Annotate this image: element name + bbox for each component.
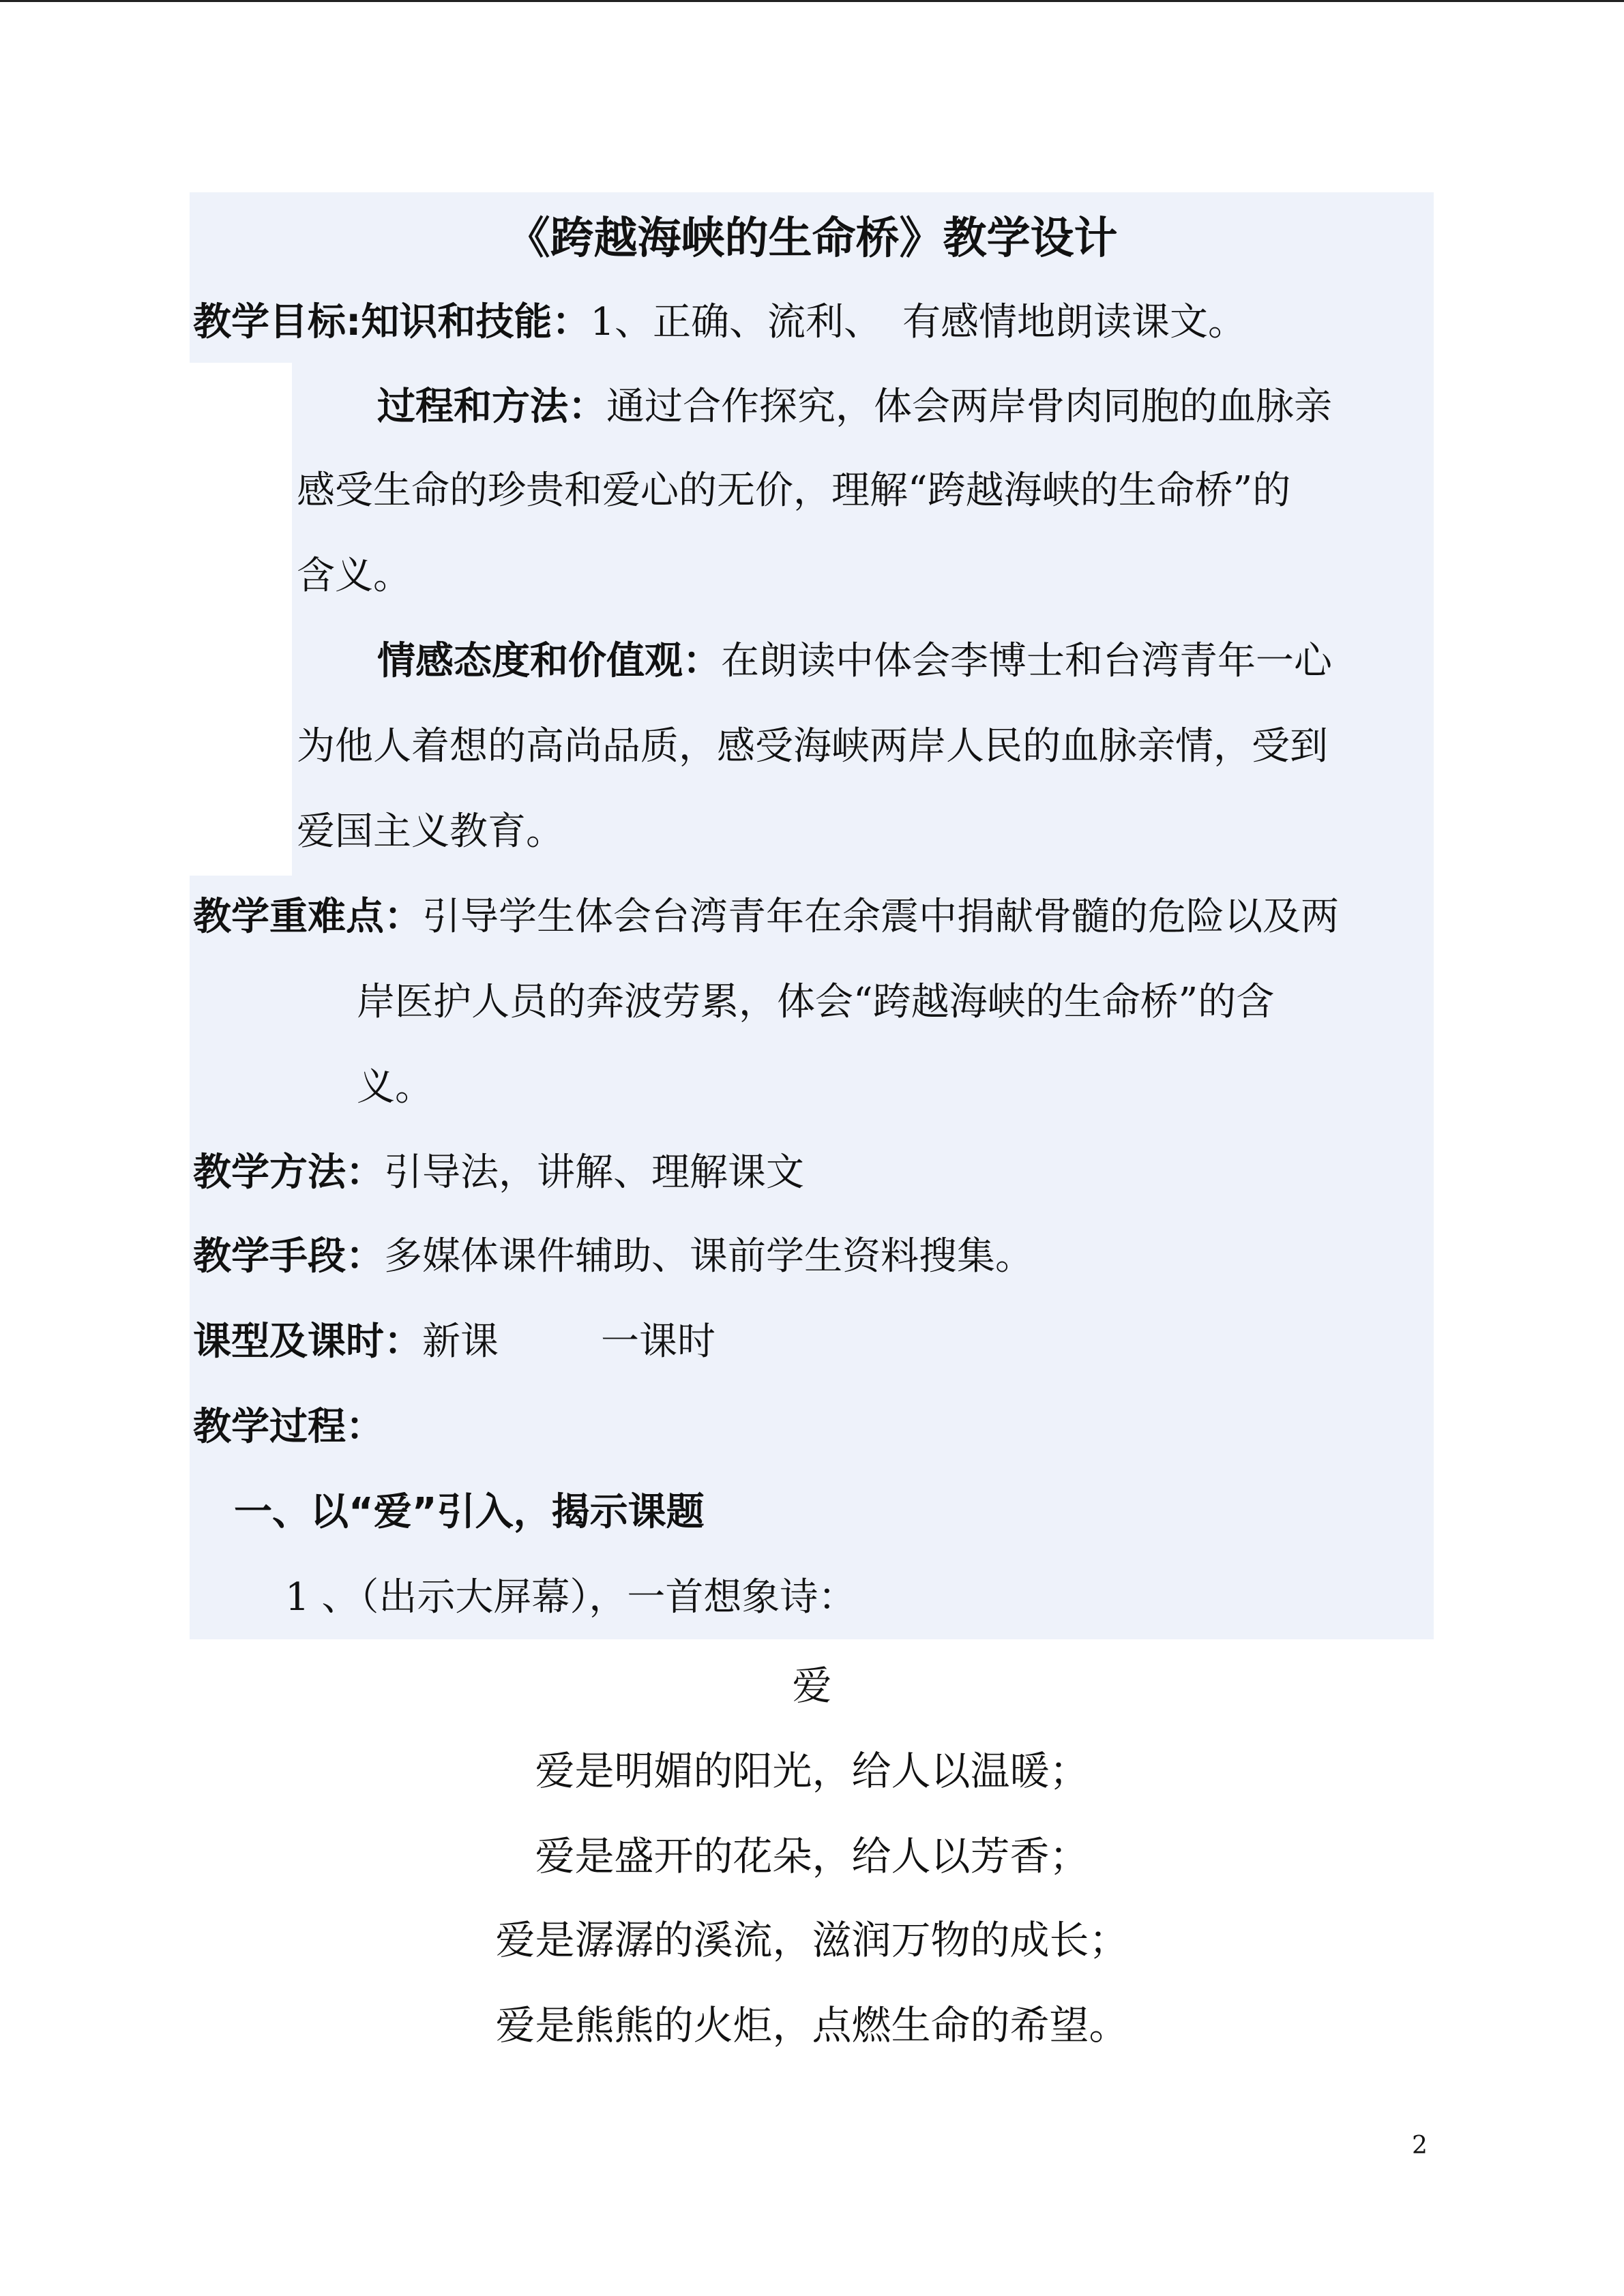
emotion-line-2: 为他人着想的高尚品质，感受海峡两岸人民的血脉亲情，受到 <box>297 724 1328 769</box>
key-points-line-3: 义。 <box>357 1065 433 1109</box>
method-line <box>193 1149 804 1197</box>
lesson-type-value: 新课 <box>422 1320 499 1364</box>
highlight-block-goals <box>292 363 1434 876</box>
process-line-3: 含义。 <box>297 554 411 598</box>
emotion-label: 情感态度和价值观： <box>377 639 721 683</box>
goals-line-1 <box>193 299 1246 346</box>
method-label: 教学方法： <box>193 1150 384 1195</box>
process-heading: 教学过程： <box>193 1405 384 1449</box>
emotion-line-3: 爱国主义教育。 <box>297 809 564 854</box>
document-title: 《跨越海峡的生命桥》教学设计 <box>506 213 1118 264</box>
knowledge-text-b: 有感情地朗读课文。 <box>902 300 1247 344</box>
page-number: 2 <box>1412 2132 1428 2160</box>
method-text: 引导法，讲解、理解课文 <box>384 1150 804 1195</box>
key-points-text-1: 引导学生体会台湾青年在余震中捐献骨髓的危险以及两 <box>422 895 1339 939</box>
lesson-type-line <box>193 1318 715 1366</box>
knowledge-text-a: 1、正确、流利、 <box>590 300 883 344</box>
section-1-heading: 一、以“爱”引入，揭示课题 <box>234 1490 705 1534</box>
poem-line-2: 爱是盛开的花朵，给人以芳香； <box>535 1833 1089 1879</box>
means-label: 教学手段： <box>193 1234 384 1279</box>
poem-line-4: 爱是熊熊的火炬，点燃生命的希望。 <box>495 2002 1129 2048</box>
goals-label: 教学目标: <box>193 300 361 344</box>
lesson-type-label: 课型及课时： <box>193 1320 422 1364</box>
key-points-line-2: 岸医护人员的奔波劳累，体会“跨越海峡的生命桥”的含 <box>357 980 1275 1024</box>
process-line-2: 感受生命的珍贵和爱心的无价，理解“跨越海峡的生命桥”的 <box>297 468 1291 513</box>
emotion-line-1 <box>377 638 1332 685</box>
process-line-1 <box>377 383 1332 431</box>
key-points-label: 教学重难点： <box>193 895 422 939</box>
top-border <box>0 0 1624 2</box>
means-line <box>193 1233 1033 1281</box>
poem-line-3: 爱是潺潺的溪流，滋润万物的成长； <box>495 1917 1129 1963</box>
emotion-text-1: 在朗读中体会李博士和台湾青年一心 <box>721 639 1332 683</box>
lesson-hours-value: 一课时 <box>601 1320 715 1364</box>
poem-title: 爱 <box>792 1663 832 1709</box>
key-points-line-1 <box>193 893 1339 941</box>
process-text-1: 通过合作探究，体会两岸骨肉同胞的血脉亲 <box>606 385 1332 429</box>
process-label: 过程和方法： <box>377 385 606 429</box>
knowledge-label: 知识和技能： <box>361 300 591 344</box>
means-text: 多媒体课件辅助、课前学生资料搜集。 <box>384 1234 1033 1279</box>
step-1-text: 1 、（出示大屏幕），一首想象诗： <box>285 1575 857 1620</box>
poem-line-1: 爱是明媚的阳光，给人以温暖； <box>535 1748 1089 1794</box>
